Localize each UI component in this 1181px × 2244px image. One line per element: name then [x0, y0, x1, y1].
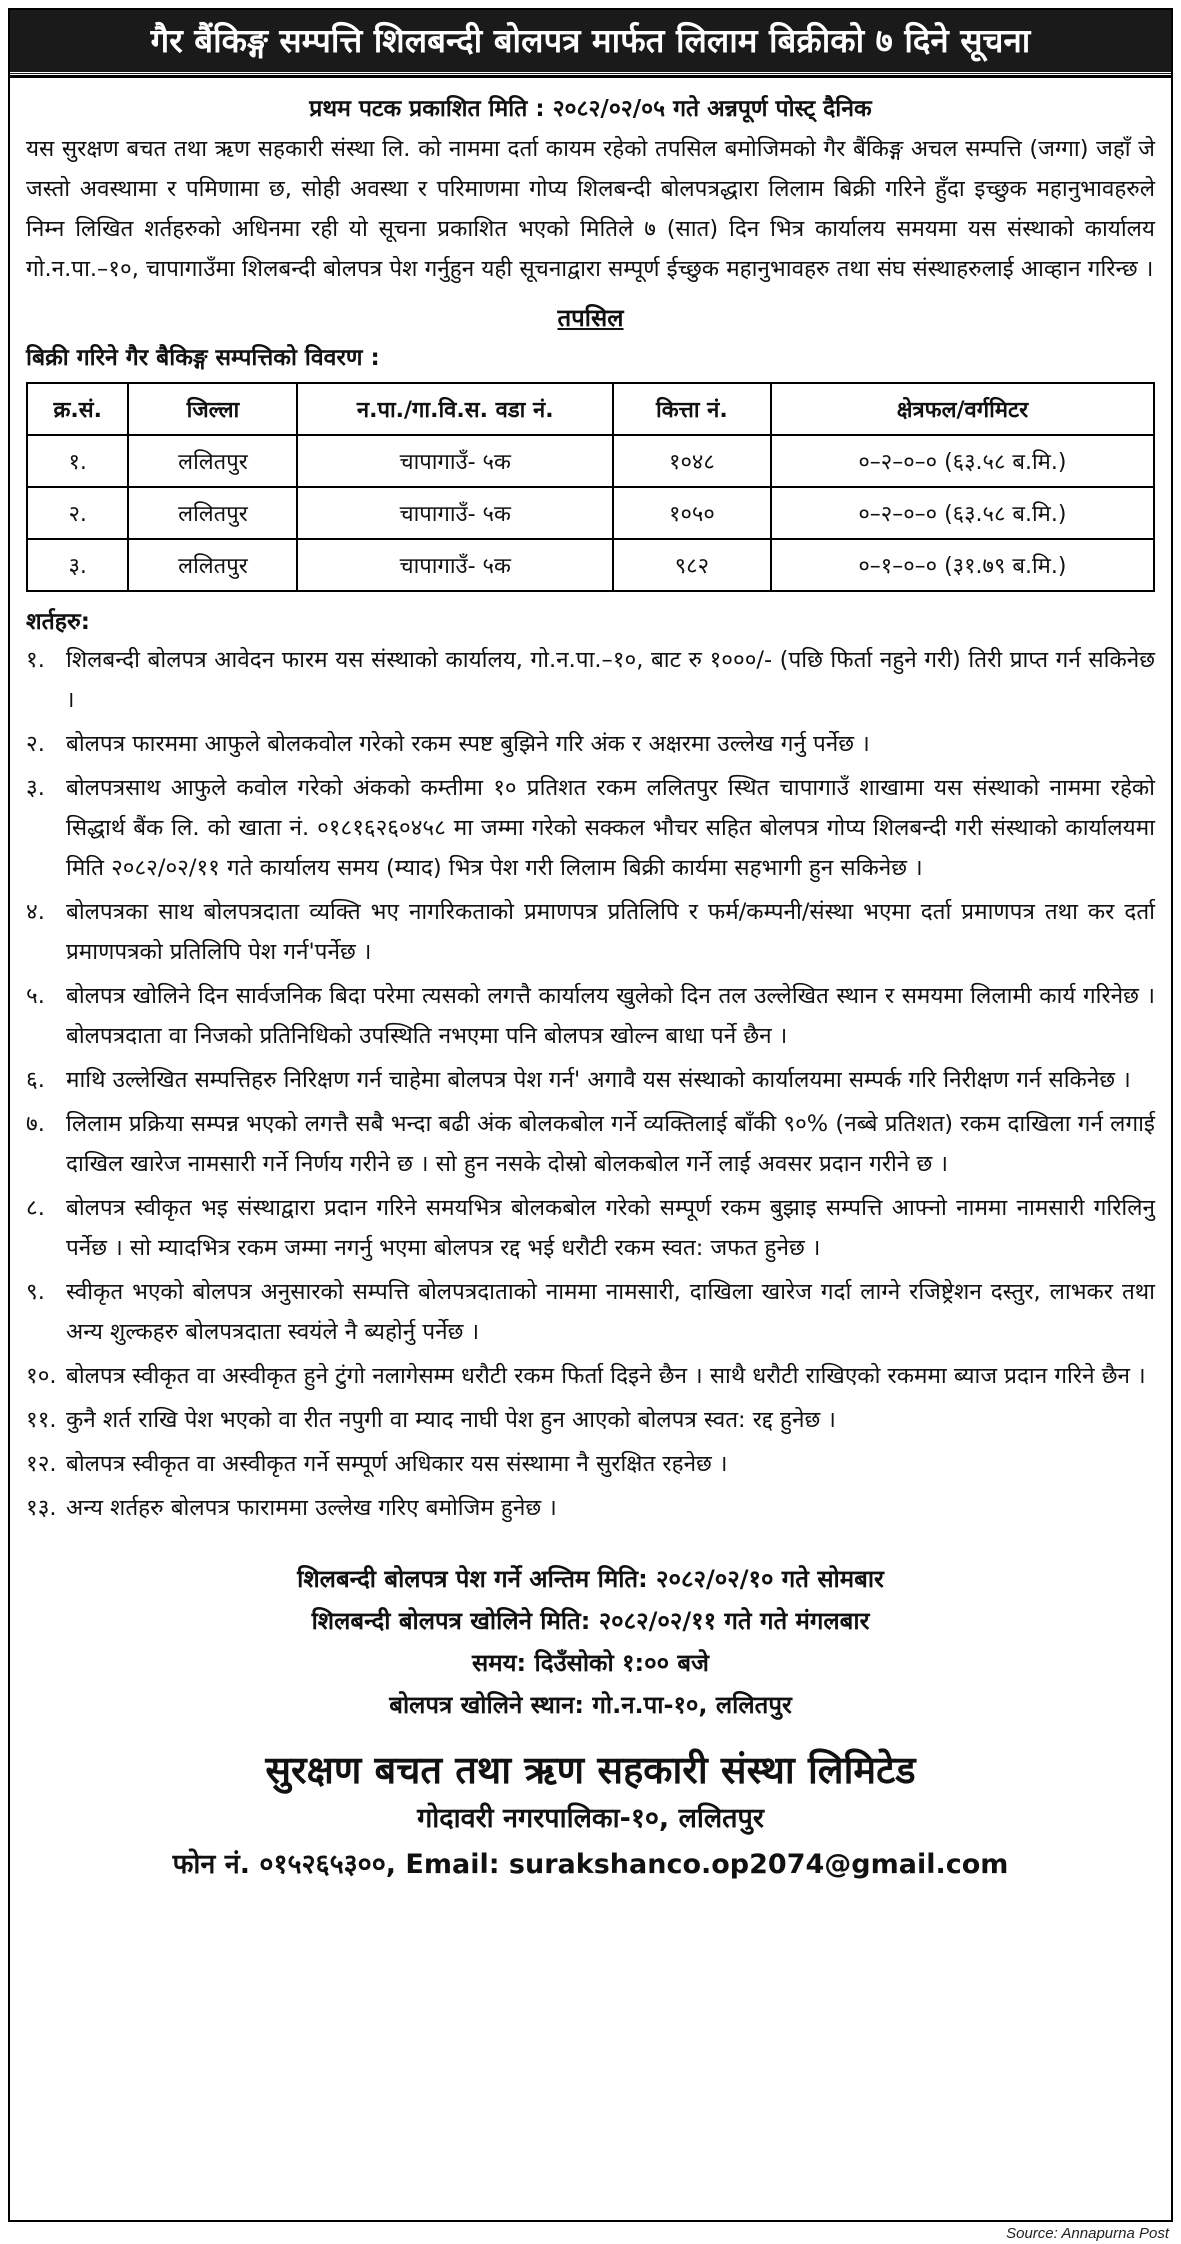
cell-serial: ३. [27, 539, 128, 591]
condition-number: १०. [26, 1363, 57, 1389]
condition-text: बोलपत्रका साथ बोलपत्रदाता व्यक्ति भए नागरिकताको प्रमाणपत्र प्रतिलिपि र फर्म/कम्पनी/संस्था भएमा दर्ता प्रमाणपत्र तथा कर दर्ता प्रमाणपत्रको प्रतिलिपि पेश गर्न'पर्नेछ । [66, 899, 1155, 965]
condition-item [26, 1488, 1155, 1528]
col-header-serial: क्र.सं. [27, 383, 128, 435]
condition-text: शिलबन्दी बोलपत्र आवेदन फारम यस संस्थाको कार्यालय, गो.न.पा.–१०, बाट रु १०००/- (पछि फिर्ता नहुने गरी) तिरी प्राप्त गर्न सकिनेछ । [66, 647, 1155, 713]
condition-item [26, 724, 1155, 764]
condition-item [26, 1104, 1155, 1184]
notice-frame [8, 8, 1173, 2222]
condition-number: ५. [26, 983, 45, 1009]
cell-district: ललितपुर [128, 487, 297, 539]
condition-number: २. [26, 731, 45, 757]
cell-serial: २. [27, 487, 128, 539]
table-row [27, 487, 1154, 539]
condition-text: कुनै शर्त राखि पेश भएको वा रीत नपुगी वा म्याद नाघी पेश हुन आएको बोलपत्र स्वत: रद्द हुनेछ । [66, 1407, 836, 1433]
source-credit: Source: Annapurna Post [1006, 2225, 1169, 2242]
cell-ward: चापागाउँ- ५क [297, 539, 613, 591]
condition-text: बोलपत्र स्वीकृत वा अस्वीकृत हुने टुंगो नलागेसम्म धरौटी रकम फिर्ता दिइने छैन । साथै धरौटी राखिएको रकममा ब्याज प्रदान गरिने छैन । [66, 1363, 1146, 1389]
condition-number: ११. [26, 1407, 57, 1433]
condition-item [26, 768, 1155, 888]
condition-text: बोलपत्र स्वीकृत वा अस्वीकृत गर्ने सम्पूर्ण अधिकार यस संस्थामा नै सुरक्षित रहनेछ । [66, 1451, 728, 1477]
cell-district: ललितपुर [128, 539, 297, 591]
submission-deadline: शिलबन्दी बोलपत्र पेश गर्ने अन्तिम मिति: २०८२/०२/१० गते सोमबार [297, 1565, 884, 1593]
condition-text: बोलपत्र फारममा आफुले बोलकवोल गरेको रकम स्पष्ट बुझिने गरि अंक र अक्षरमा उल्लेख गर्नु पर्नेछ । [66, 731, 870, 757]
condition-number: ४. [26, 899, 45, 925]
condition-text: बोलपत्रसाथ आफुले कवोल गरेको अंकको कम्तीमा १० प्रतिशत रकम ललितपुर स्थित चापागाउँ शाखामा यस संस्थाको नाममा रहेको सिद्धार्थ बैंक लि. को खाता नं. ०१८१६२६०४५८ मा जम्मा गरेको सक्कल भौचर सहित बोलपत्र गोप्य शिलबन्दी गरी संस्थाको कार्यालयमा मिति २०८२/०२/११ गते कार्यालय समय (म्याद) भित्र पेश गरी लिलाम बिक्री कार्यमा सहभागी हुन सकिनेछ । [66, 775, 1155, 881]
table-row [27, 539, 1154, 591]
cell-district: ललितपुर [128, 435, 297, 487]
opening-date: शिलबन्दी बोलपत्र खोलिने मिति: २०८२/०२/११ गते गते मंगलबार [311, 1607, 870, 1635]
condition-item [26, 640, 1155, 720]
cell-ward: चापागाउँ- ५क [297, 487, 613, 539]
condition-text: बोलपत्र खोलिने दिन सार्वजनिक बिदा परेमा त्यसको लगत्तै कार्यालय खुलेको दिन तल उल्लेखित स्थान र समयमा लिलामी कार्य गरिनेछ । बोलपत्रदाता वा निजको प्रतिनिधिको उपस्थिति नभएमा पनि बोलपत्र खोल्न बाधा पर्ने छैन । [66, 983, 1155, 1049]
condition-number: १३. [26, 1495, 57, 1521]
cell-area: ०–१–०–० (३१.७९ ब.मि.) [771, 539, 1154, 591]
organization-address: गोदावरी नगरपालिका-१०, ललितपुर [417, 1803, 764, 1834]
deadline-block [26, 1558, 1155, 1888]
condition-number: ७. [26, 1111, 45, 1137]
condition-item [26, 1400, 1155, 1440]
condition-text: स्वीकृत भएको बोलपत्र अनुसारको सम्पत्ति बोलपत्रदाताको नाममा नामसारी, दाखिला खारेज गर्दा लाग्ने रजिष्ट्रेशन दस्तुर, लाभकर तथा अन्य शुल्कहरु बोलपत्रदाता स्वयंले नै ब्यहोर्नु पर्नेछ । [66, 1279, 1155, 1345]
condition-item [26, 1060, 1155, 1100]
cell-plot: ९८२ [613, 539, 771, 591]
conditions-title: शर्तहरु: [26, 609, 90, 635]
condition-item [26, 892, 1155, 972]
condition-number: ९. [26, 1279, 45, 1305]
condition-item [26, 1356, 1155, 1396]
opening-time: समय: दिउँसोको १:०० बजे [472, 1649, 709, 1677]
condition-text: बोलपत्र स्वीकृत भइ संस्थाद्वारा प्रदान गरिने समयभित्र बोलकबोल गरेको सम्पूर्ण रकम बुझाइ सम्पत्ति आफ्नो नाममा नामसारी गरिलिनु पर्नेछ । सो म्यादभित्र रकम जम्मा नगर्नु भएमा बोलपत्र रद्द भई धरौटी रकम स्वत: जफत हुनेछ । [66, 1195, 1155, 1261]
assets-table [26, 382, 1155, 592]
opening-place: बोलपत्र खोलिने स्थान: गो.न.पा-१०, ललितपुर [389, 1691, 792, 1719]
condition-number: ८. [26, 1195, 45, 1221]
intro-paragraph: यस सुरक्षण बचत तथा ऋण सहकारी संस्था लि. को नाममा दर्ता कायम रहेको तपसिल बमोजिमको गैर बैंकिङ्ग अचल सम्पत्ति (जग्गा) जहाँ जे जस्तो अवस्थामा र पमिणामा छ, सोही अवस्था र परिमाणमा गोप्य शिलबन्दी बोलपत्रद्धारा लिलाम बिक्री गरिने हुँदा इच्छुक महानुभावहरुले निम्न लिखित शर्तहरुको अधिनमा रही यो सूचना प्रकाशित भएको मितिले ७ (सात) दिन भित्र कार्यालय समयमा यस संस्थाको कार्यालय गो.न.पा.–१०, चापागाउँमा शिलबन्दी बोलपत्र पेश गर्नुहुन यही सूचनाद्वारा सम्पूर्ण ईच्छुक महानुभावहरु तथा संघ संस्थाहरुलाई आव्हान गरिन्छ । [26, 136, 1155, 282]
condition-item [26, 1272, 1155, 1352]
tapsil-heading: तपसिल [557, 304, 624, 332]
condition-item [26, 1188, 1155, 1268]
condition-text: अन्य शर्तहरु बोलपत्र फाराममा उल्लेख गरिए बमोजिम हुनेछ । [66, 1495, 557, 1521]
cell-area: ०–२–०–० (६३.५८ ब.मि.) [771, 435, 1154, 487]
condition-number: ६. [26, 1067, 45, 1093]
col-header-plot-no: कित्ता नं. [613, 383, 771, 435]
condition-item [26, 1444, 1155, 1484]
condition-number: १. [26, 647, 45, 673]
cell-plot: १०५० [613, 487, 771, 539]
organization-name: सुरक्षण बचत तथा ऋण सहकारी संस्था लिमिटेड [265, 1748, 916, 1792]
condition-number: १२. [26, 1451, 57, 1477]
table-header-row [27, 383, 1154, 435]
cell-area: ०–२–०–० (६३.५८ ब.मि.) [771, 487, 1154, 539]
notice-title: गैर बैंकिङ्ग सम्पत्ति शिलबन्दी बोलपत्र मार्फत लिलाम बिक्रीको ७ दिने सूचना [10, 10, 1171, 75]
condition-text: लिलाम प्रक्रिया सम्पन्न भएको लगत्तै सबै भन्दा बढी अंक बोलकबोल गर्ने व्यक्तिलाई बाँकी ९०% (नब्बे प्रतिशत) रकम दाखिला गर्न लगाई दाखिल खारेज नामसारी गर्ने निर्णय गरीने छ । सो हुन नसके दोस्रो बोलकबोल गर्ने लाई अवसर प्रदान गरीने छ । [66, 1111, 1155, 1177]
condition-item [26, 976, 1155, 1056]
publication-date: प्रथम पटक प्रकाशित मिति : २०८२/०२/०५ गते अन्नपूर्ण पोस्ट् दैनिक [309, 96, 872, 122]
cell-serial: १. [27, 435, 128, 487]
col-header-district: जिल्ला [128, 383, 297, 435]
notice-content [10, 75, 1171, 1888]
col-header-area: क्षेत्रफल/वर्गमिटर [771, 383, 1154, 435]
assets-label: बिक्री गरिने गैर बैकिङ्ग सम्पत्तिको विवरण : [26, 345, 380, 371]
condition-text: माथि उल्लेखित सम्पत्तिहरु निरिक्षण गर्न चाहेमा बोलपत्र पेश गर्न' अगावै यस संस्थाको कार्यालयमा सम्पर्क गरि निरीक्षण गर्न सकिनेछ । [66, 1067, 1131, 1093]
col-header-municipality-ward: न.पा./गा.वि.स. वडा नं. [297, 383, 613, 435]
table-row [27, 435, 1154, 487]
organization-contact: फोन नं. ०१५२६५३००, Email: surakshanco.op2074@gmail.com [172, 1849, 1009, 1880]
conditions-list [26, 640, 1155, 1528]
cell-ward: चापागाउँ- ५क [297, 435, 613, 487]
cell-plot: १०४८ [613, 435, 771, 487]
condition-number: ३. [26, 775, 45, 801]
